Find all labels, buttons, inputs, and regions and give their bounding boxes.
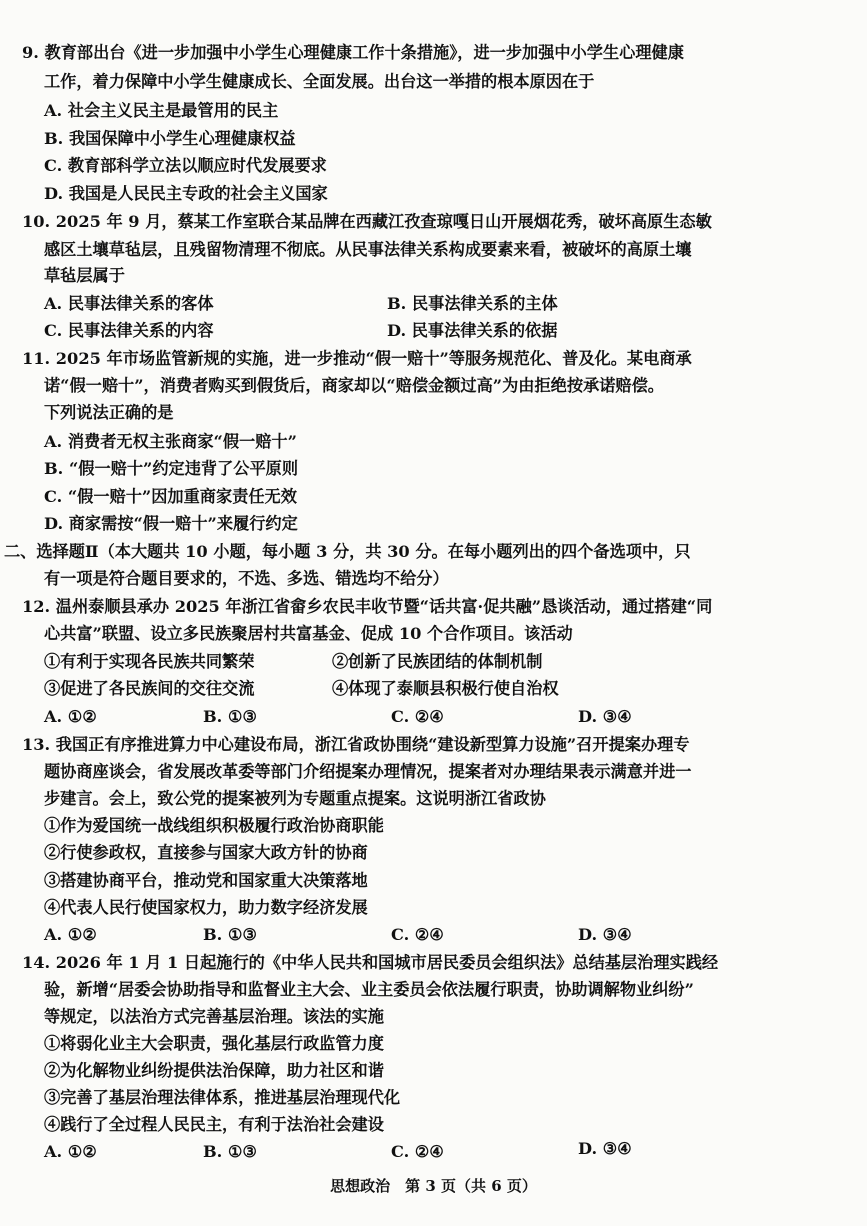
q11-option-d: D. 商家需按“假一赔十”来履行约定 [44, 514, 298, 533]
q13-choice-c: C. ②④ [391, 925, 444, 944]
q11-stem-line-1: 11. 2025 年市场监管新规的实施，进一步推动“假一赔十”等服务规范化、普及化。某电商承 [22, 349, 692, 368]
q9-option-b: B. 我国保障中小学生心理健康权益 [44, 129, 296, 148]
q14-stem-line-3: 等规定，以法治方式完善基层治理。该法的实施 [44, 1007, 384, 1026]
section-2-header-line-1: 二、选择题Ⅱ（本大题共 10 小题，每小题 3 分，共 30 分。在每小题列出的四个备选项中，只 [4, 542, 691, 561]
section-2-header-line-2: 有一项是符合题目要求的，不选、多选、错选均不给分） [44, 569, 449, 588]
q14-choice-d: D. ③④ [578, 1139, 632, 1158]
q9-option-d: D. 我国是人民民主专政的社会主义国家 [44, 184, 328, 203]
q10-option-b: B. 民事法律关系的主体 [387, 294, 558, 313]
q14-item-2: ②为化解物业纠纷提供法治保障，助力社区和谐 [44, 1061, 384, 1080]
q13-stem-line-3: 步建言。会上，致公党的提案被列为专题重点提案。这说明浙江省政协 [44, 789, 546, 808]
q13-choice-b: B. ①③ [203, 925, 257, 944]
q13-item-1: ①作为爱国统一战线组织积极履行政治协商职能 [44, 816, 384, 835]
q10-option-a: A. 民事法律关系的客体 [44, 294, 214, 313]
q12-item-3: ③促进了各民族间的交往交流 [44, 679, 255, 698]
q12-stem-line-1: 12. 温州泰顺县承办 2025 年浙江省畲乡农民丰收节暨“话共富·促共融”恳谈活动，通过搭建“同 [22, 597, 713, 616]
q9-option-a: A. 社会主义民主是最管用的民主 [44, 101, 279, 120]
q10-option-c: C. 民事法律关系的内容 [44, 321, 214, 340]
q9-option-c: C. 教育部科学立法以顺应时代发展要求 [44, 156, 327, 175]
q11-option-b: B. “假一赔十”约定违背了公平原则 [44, 459, 299, 478]
q14-choice-a: A. ①② [44, 1142, 97, 1161]
page-footer: 思想政治 第 3 页（共 6 页） [330, 1177, 537, 1195]
q13-item-4: ④代表人民行使国家权力，助力数字经济发展 [44, 898, 368, 917]
q12-item-4: ④体现了泰顺县积极行使自治权 [332, 679, 559, 698]
q10-option-d: D. 民事法律关系的依据 [387, 321, 558, 340]
q12-item-2: ②创新了民族团结的体制机制 [332, 652, 543, 671]
q14-choice-c: C. ②④ [391, 1142, 444, 1161]
q11-option-c: C. “假一赔十”因加重商家责任无效 [44, 487, 297, 506]
q14-choice-b: B. ①③ [203, 1142, 257, 1161]
q14-stem-line-1: 14. 2026 年 1 月 1 日起施行的《中华人民共和国城市居民委员会组织法》总结基层治理实践经 [22, 953, 719, 972]
q10-stem-line-1: 10. 2025 年 9 月，蔡某工作室联合某品牌在西藏江孜查琼嘎日山开展烟花秀，破坏高原生态敏 [22, 212, 712, 231]
q13-choice-a: A. ①② [44, 925, 97, 944]
q12-item-1: ①有利于实现各民族共同繁荣 [44, 652, 255, 671]
q9-stem-line-1: 9. 教育部出台《进一步加强中小学生心理健康工作十条措施》，进一步加强中小学生心理健康 [22, 43, 684, 62]
q13-stem-line-2: 题协商座谈会，省发展改革委等部门介绍提案办理情况，提案者对办理结果表示满意并进一 [44, 762, 692, 781]
q13-stem-line-1: 13. 我国正有序推进算力中心建设布局，浙江省政协围绕“建设新型算力设施”召开提案办理专 [22, 735, 690, 754]
q11-stem-line-3: 下列说法正确的是 [44, 403, 174, 422]
q11-option-a: A. 消费者无权主张商家“假一赔十” [44, 432, 297, 451]
q13-item-2: ②行使参政权，直接参与国家大政方针的协商 [44, 843, 368, 862]
q14-stem-line-2: 验，新增“居委会协助指导和监督业主大会、业主委员会依法履行职责，协助调解物业纠纷” [44, 980, 694, 999]
q9-stem-line-2: 工作，着力保障中小学生健康成长、全面发展。出台这一举措的根本原因在于 [44, 72, 595, 91]
q14-item-1: ①将弱化业主大会职责，强化基层行政监管力度 [44, 1034, 384, 1053]
q11-stem-line-2: 诺“假一赔十”，消费者购买到假货后，商家却以“赔偿金额过高”为由拒绝按承诺赔偿。 [44, 376, 664, 395]
q14-item-3: ③完善了基层治理法律体系，推进基层治理现代化 [44, 1088, 401, 1107]
q12-choice-a: A. ①② [44, 707, 97, 726]
q14-item-4: ④践行了全过程人民民主，有利于法治社会建设 [44, 1115, 384, 1134]
q13-choice-d: D. ③④ [578, 925, 632, 944]
q12-choice-b: B. ①③ [203, 707, 257, 726]
q12-choice-d: D. ③④ [578, 707, 632, 726]
q13-item-3: ③搭建协商平台，推动党和国家重大决策落地 [44, 871, 368, 890]
q10-stem-line-3: 草毡层属于 [44, 266, 125, 285]
q12-stem-line-2: 心共富”联盟、设立多民族聚居村共富基金、促成 10 个合作项目。该活动 [44, 624, 573, 643]
q10-stem-line-2: 感区土壤草毡层，且残留物清理不彻底。从民事法律关系构成要素来看，被破坏的高原土壤 [44, 240, 692, 259]
q12-choice-c: C. ②④ [391, 707, 444, 726]
